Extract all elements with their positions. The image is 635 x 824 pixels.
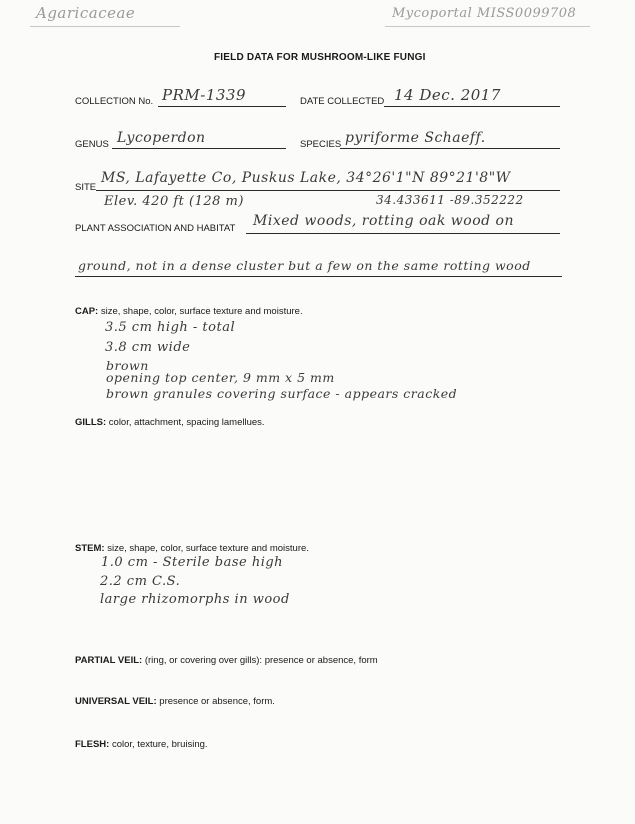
flesh-heading [75,739,208,750]
species-value: pyriforme Schaeff. [345,130,486,146]
flesh-label: FLESH: [75,739,110,750]
gills-description: color, attachment, spacing lamellues. [108,417,265,428]
stem-label: STEM: [75,543,105,554]
habitat-value-line1: Mixed woods, rotting oak wood on [253,213,514,229]
stem-note-2: 2.2 cm C.S. [100,574,181,589]
partial-veil-label: PARTIAL VEIL: [75,655,143,666]
stem-description: size, shape, color, surface texture and moisture. [107,543,309,554]
species-label: SPECIES [300,139,342,150]
site-line [96,190,560,191]
date-label: DATE COLLECTED [300,96,385,107]
partial-veil-description: (ring, or covering over gills): presence or absence, form [144,655,378,666]
habitat-line-1 [246,233,560,234]
universal-veil-description: presence or absence, form. [159,696,275,707]
species-line [340,148,560,149]
family-annotation: Agaricaceae [36,4,136,22]
universal-veil-heading [75,696,275,707]
date-line [384,106,560,107]
stem-note-3: large rhizomorphs in wood [100,592,290,607]
universal-veil-label: UNIVERSAL VEIL: [75,696,157,707]
partial-veil-heading [75,655,378,666]
collection-label: COLLECTION No. [75,96,154,107]
stem-note-1: 1.0 cm - Sterile base high [101,555,284,570]
gills-heading [75,417,265,428]
cap-description: size, shape, color, surface texture and moisture. [100,306,303,317]
site-value: MS, Lafayette Co, Puskus Lake, 34°26'1"N 89°21'8"W [101,170,511,186]
collection-line [158,106,286,107]
catalog-annotation: Mycoportal MISS0099708 [392,6,577,21]
genus-label: GENUS [75,139,109,150]
date-value: 14 Dec. 2017 [394,86,501,104]
site-elevation: Elev. 420 ft (128 m) [104,194,244,209]
cap-note-3: brown [106,358,149,373]
gills-label: GILLS: [75,417,107,428]
flesh-description: color, texture, bruising. [111,739,208,750]
habitat-line-2 [75,276,562,277]
family-underline [30,26,180,27]
site-coordinates: 34.433611 -89.352222 [376,193,524,207]
habitat-value-line2: ground, not in a dense cluster but a few on the same rotting wood [78,258,531,273]
cap-note-4: opening top center, 9 mm x 5 mm [106,370,335,385]
site-label: SITE [75,182,97,193]
cap-note-1: 3.5 cm high - total [105,320,236,335]
collection-value: PRM-1339 [162,86,246,104]
cap-heading [75,306,303,317]
genus-value: Lycoperdon [117,130,206,146]
genus-line [112,148,286,149]
form-title: FIELD DATA FOR MUSHROOM-LIKE FUNGI [214,52,426,63]
habitat-label: PLANT ASSOCIATION AND HABITAT [75,223,236,234]
catalog-underline [385,26,590,27]
stem-heading [75,543,309,554]
cap-note-5: brown granules covering surface - appears cracked [106,386,458,401]
cap-label: CAP: [75,306,99,317]
cap-note-2: 3.8 cm wide [105,340,191,355]
